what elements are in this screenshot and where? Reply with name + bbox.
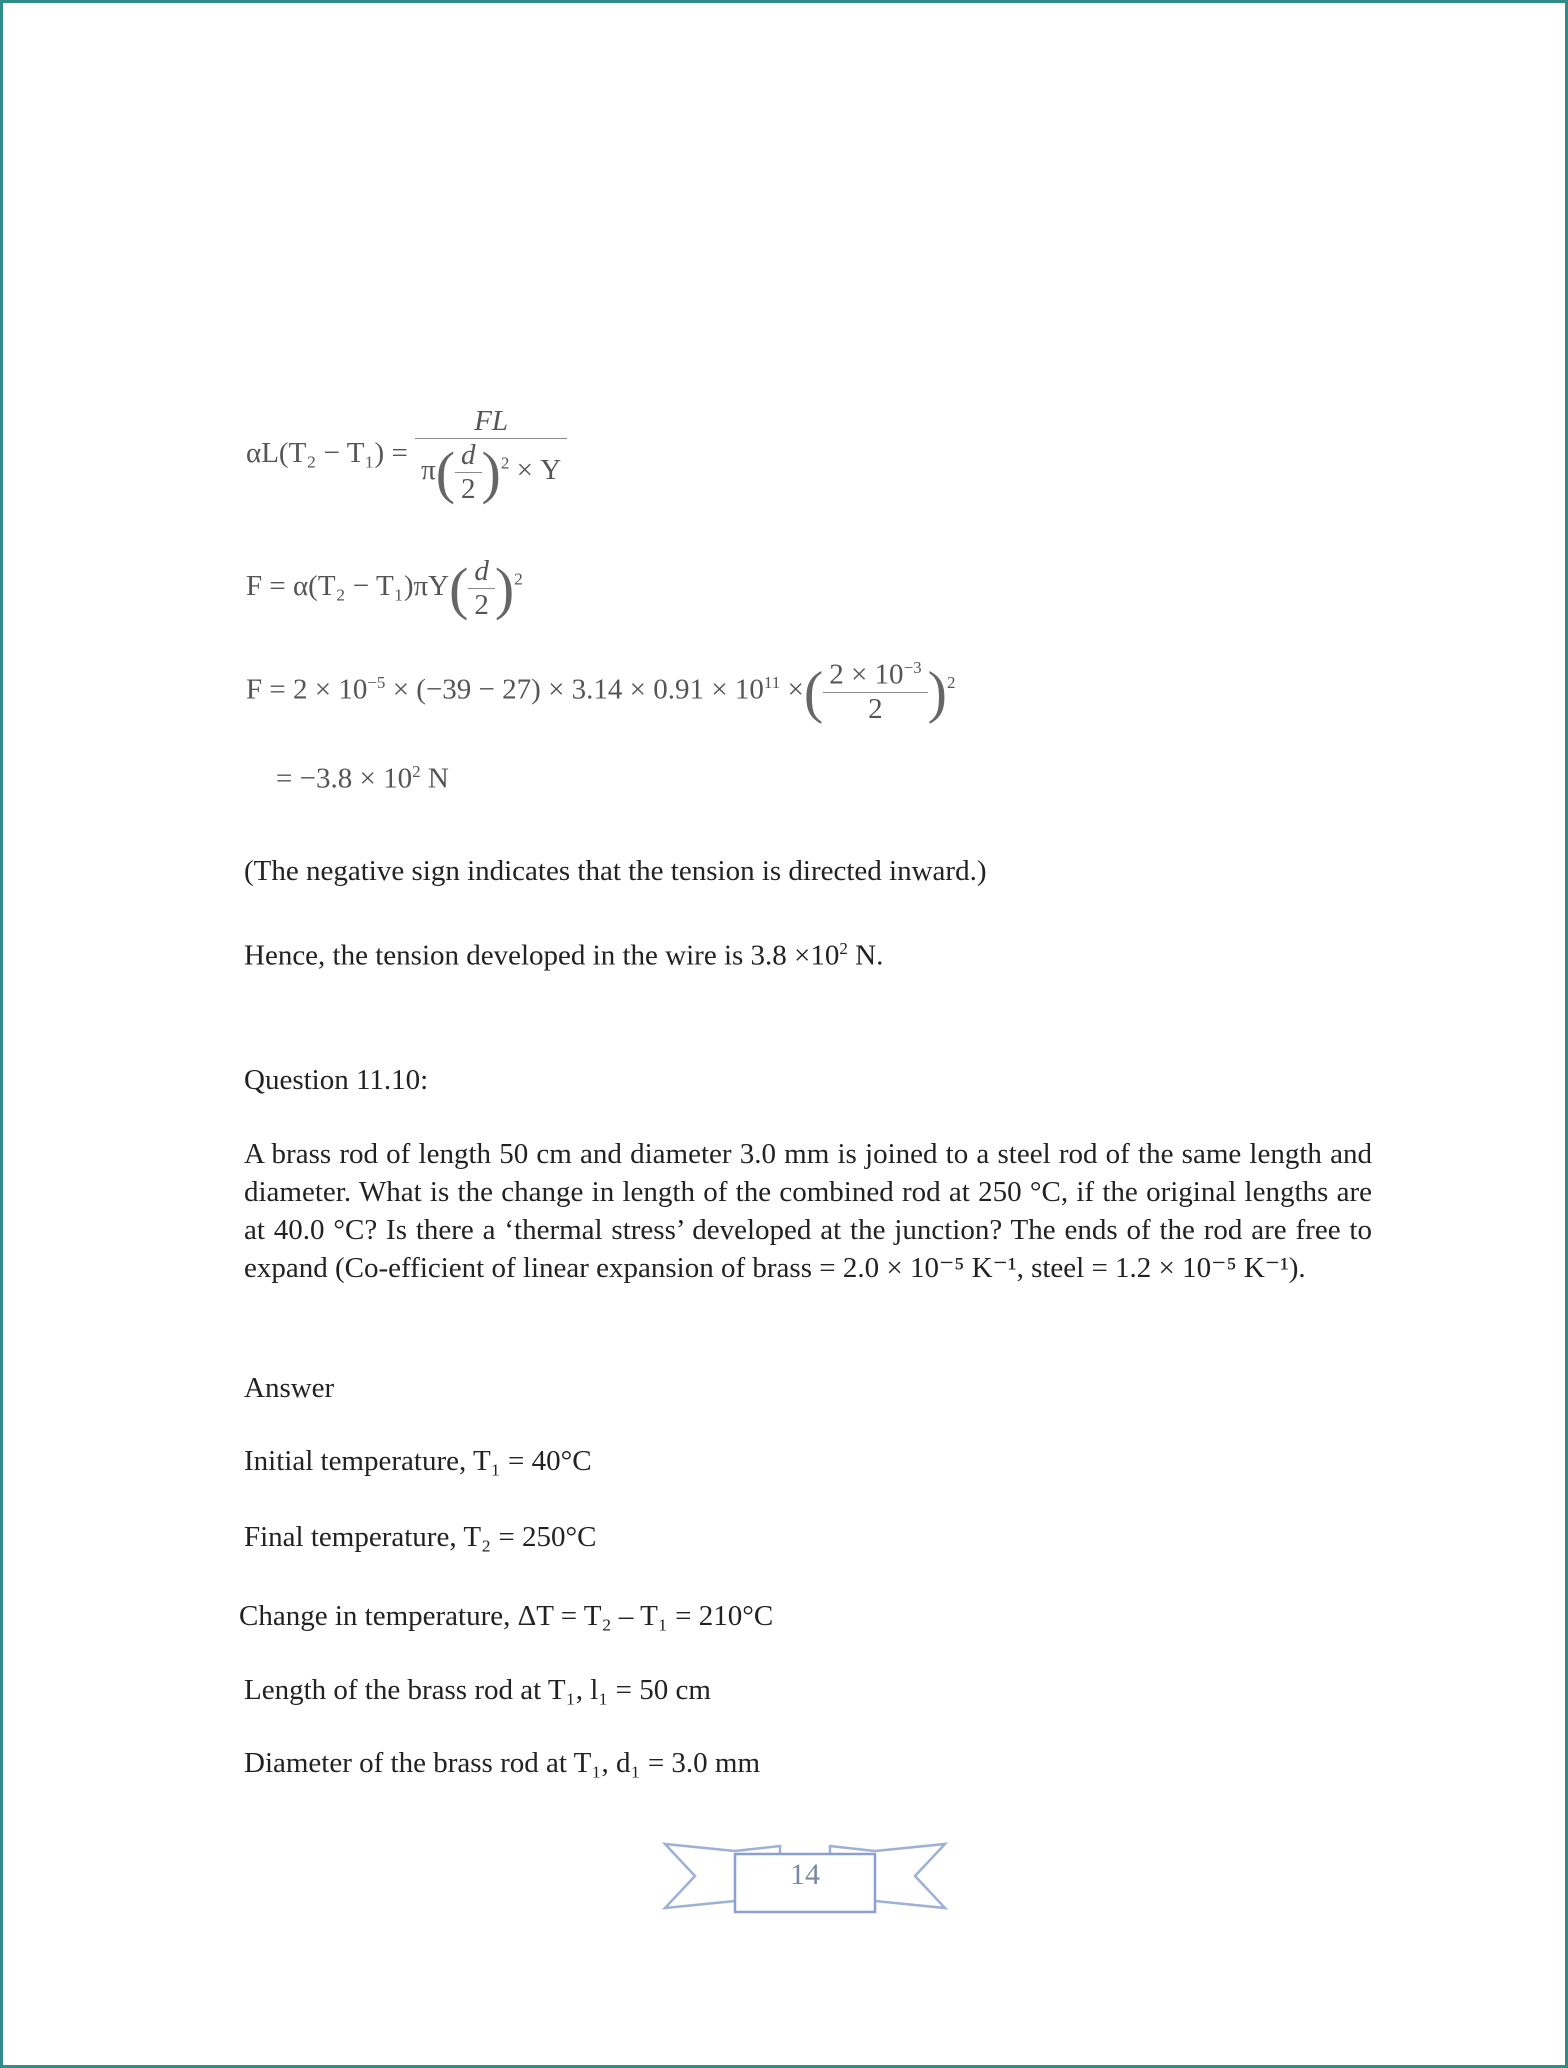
eq1-pi: π xyxy=(421,454,436,487)
eq1-d: d xyxy=(455,439,482,473)
eq3-e2: 11 xyxy=(763,672,781,692)
eq3-e1: −5 xyxy=(367,672,386,692)
question-body: A brass rod of length 50 cm and diameter 3.0 mm is joined to a steel rod of the same length and diameter. What is the change in length of the combined rod at 250 °C, if the original lengths are at 40.0 °C? Is there a ‘thermal stress’ developed at the junction? The ends of the rod are free to expand (Co-efficient of linear expansion of brass = 2.0 × 10⁻⁵ K⁻¹, steel = 1.2 × 10⁻⁵ K⁻¹). xyxy=(244,1138,1372,1284)
page-number: 14 xyxy=(790,1858,820,1891)
eq3-lhs: F = 2 × 10 xyxy=(246,673,368,706)
conclusion-text xyxy=(244,930,883,975)
hence-end: N. xyxy=(847,939,884,972)
eq1-exp: 2 xyxy=(500,453,510,473)
eq4-exp: 2 xyxy=(412,762,421,781)
eq4-unit: N xyxy=(420,762,449,795)
equation-1 xyxy=(246,405,567,506)
equation-3: $F = 2 \times 10^{-5} \times (-39 - 27) \times 3.14 \times 0.91 \times 10^{11}$ ×( $\frac{2 \times 10^{-3}}{2}$ )$^2$ xyxy=(246,658,956,725)
eq2-exp: 2 xyxy=(514,569,523,589)
equation-2: F = α(T₂ − T₁)πY( $\frac{d}{2}$ )$^2$ xyxy=(246,555,523,621)
initial-temp: Initial temperature, T₁ = 40°C xyxy=(244,1445,592,1477)
eq1-den: π( $\frac{d}{2}$ )$^2$ × Y xyxy=(421,439,562,505)
eq3-numexp: −3 xyxy=(903,658,922,677)
eq3-num: 2 × 10 xyxy=(829,658,904,691)
eq1-lhs: αL(T₂ − T₁) = xyxy=(246,437,408,470)
eq3-exp: 2 xyxy=(946,672,956,692)
hence-text: Hence, the tension developed in the wire is 3.8 ×10 xyxy=(244,939,840,972)
brass-length: Length of the brass rod at T₁, l₁ = 50 cm xyxy=(244,1674,711,1706)
brass-diameter: Diameter of the brass rod at T₁, d₁ = 3.0 mm xyxy=(244,1747,761,1779)
eq3-x: × xyxy=(787,673,804,706)
eq1-rest: × Y xyxy=(516,454,562,487)
answer-heading: Answer xyxy=(244,1372,335,1404)
eq1-2: 2 xyxy=(461,473,476,505)
final-temp: Final temperature, T₂ = 250°C xyxy=(244,1521,597,1553)
question-heading: Question 11.10: xyxy=(244,1064,429,1096)
eq2-lhs: F = α(T₂ − T₁)πY xyxy=(246,570,450,603)
eq2-d: d xyxy=(468,555,495,589)
hence-exp: 2 xyxy=(839,939,848,958)
temp-change: Change in temperature, ΔT = T₂ – T₁ = 210°C xyxy=(239,1600,774,1632)
eq1-fraction xyxy=(415,405,567,506)
eq4-text: = −3.8 × 10 xyxy=(276,762,413,795)
note-text: (The negative sign indicates that the tension is directed inward.) xyxy=(244,855,987,887)
equation-4 xyxy=(276,762,449,796)
eq1-num: FL xyxy=(415,405,567,439)
eq2-2: 2 xyxy=(474,589,489,621)
eq3-mid: × (−39 − 27) × 3.14 × 0.91 × 10 xyxy=(392,673,764,706)
page-number-banner xyxy=(660,1836,950,1916)
eq3-den: 2 xyxy=(868,692,883,725)
